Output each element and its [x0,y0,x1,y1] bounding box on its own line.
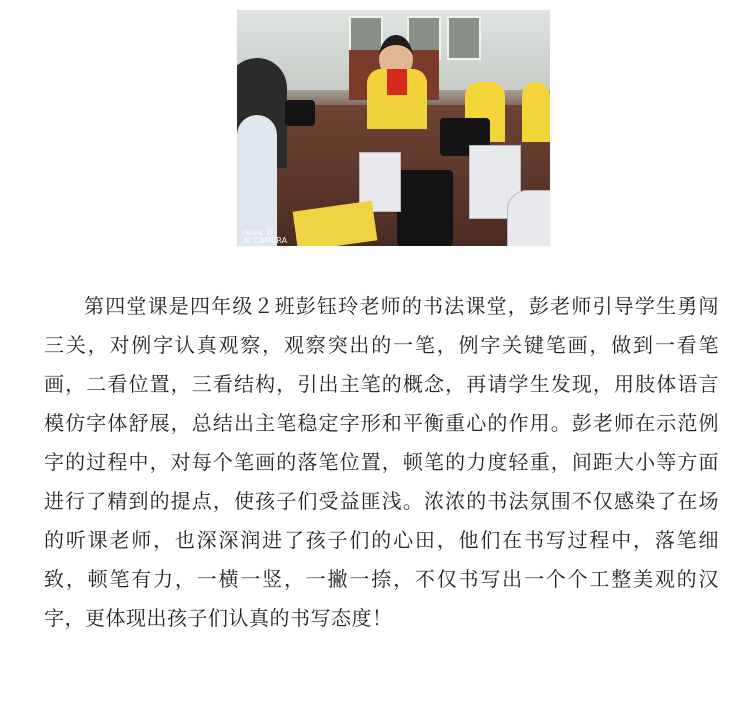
classroom-photo [237,10,550,246]
student-yellow [522,82,550,142]
article-body [44,287,719,638]
pencil-case [507,190,550,246]
pen-case [397,170,453,246]
red-scarf [387,69,407,95]
student-standing [367,35,427,130]
student-left-foreground [237,115,277,246]
article-paragraph: 第四堂课是四年级２班彭钰玲老师的书法课堂，彭老师引导学生勇闯三关，对例字认真观察，观察突出的一笔，例字关键笔画，做到一看笔画，二看位置，三看结构，引出主笔的概念，再请学生发现，用肢体语言模仿字体舒展，总结出主笔稳定字形和平衡重心的作用。彭老师在示范例字的过程中，对每个笔画的落笔位置，顿笔的力度轻重，间距大小等方面进行了精到的提点，使孩子们受益匪浅。浓浓的书法氛围不仅感染了在场的听课老师，也深深润进了孩子们的心田，他们在书写过程中，落笔细致，顿笔有力，一横一竖，一撇一捺，不仅书写出一个个工整美观的汉字，更体现出孩子们认真的书写态度！ [44,294,719,630]
wall-painting [447,16,481,60]
pen-case [285,100,315,126]
camera-watermark: nova 3i AI CAMERA [243,228,288,245]
